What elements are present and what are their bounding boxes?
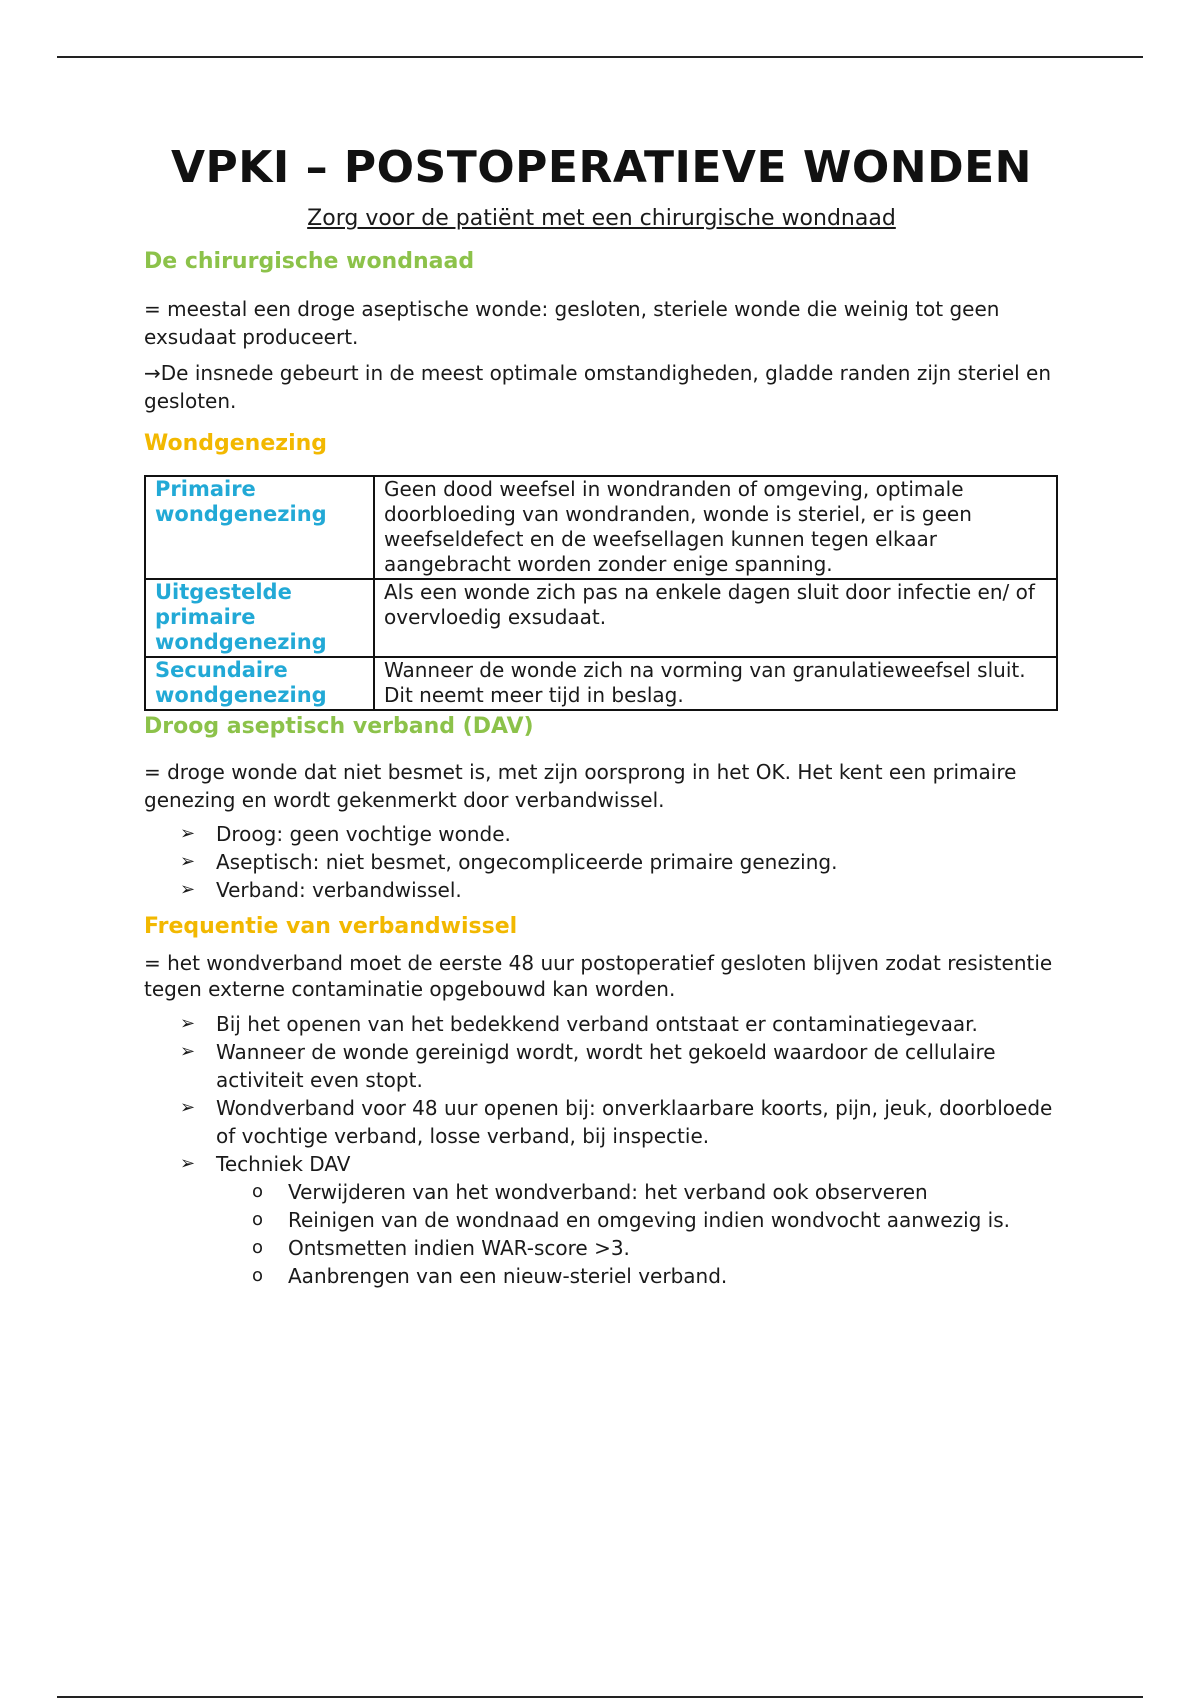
heading-frequentie-verbandwissel: Frequentie van verbandwissel (144, 914, 518, 939)
page-title: VPKI – POSTOPERATIEVE WONDEN (170, 142, 1033, 193)
frequentie-list (144, 1010, 1059, 1290)
paragraph-insnede: →De insnede gebeurt in de meest optimale omstandigheden, gladde randen zijn steriel en gesloten. (144, 361, 1052, 413)
description-cell: Geen dood weefsel in wondranden of omgeving, optimale doorbloeding van wondranden, wonde is steriel, er is geen weefseldefect en de weefsellagen kunnen tegen elkaar aangebracht worden zonder enige spanning. (374, 476, 1057, 579)
sublist-item (252, 1234, 1059, 1262)
sublist-item (252, 1178, 1059, 1206)
dav-list (144, 820, 1059, 904)
list-item (180, 1010, 1059, 1038)
heading-droog-aseptisch-verband: Droog aseptisch verband (DAV) (144, 714, 534, 739)
paragraph-dav-definition: = droge wonde dat niet besmet is, met zijn oorsprong in het OK. Het kent een primaire genezing en wordt gekenmerkt door verbandwissel. (144, 760, 1017, 812)
sublist-item-text: Ontsmetten indien WAR-score >3. (288, 1236, 630, 1260)
list-item (180, 1038, 1059, 1094)
circle-bullet-icon: o (252, 1237, 264, 1258)
sublist-item-text: Reinigen van de wondnaad en omgeving indien wondvocht aanwezig is. (288, 1208, 1011, 1232)
arrow-bullet-icon: ➢ (180, 1041, 196, 1062)
term-cell: Uitgestelde primaire wondgenezing (145, 579, 374, 657)
arrow-bullet-icon: ➢ (180, 851, 196, 872)
document-body (144, 138, 1059, 1290)
list-item-text: Aseptisch: niet besmet, ongecompliceerde primaire genezing. (216, 850, 838, 874)
sublist-item (252, 1262, 1059, 1290)
list-item (180, 820, 1059, 848)
arrow-bullet-icon: ➢ (180, 1153, 196, 1174)
heading-chirurgische-wondnaad: De chirurgische wondnaad (144, 249, 475, 274)
list-item (180, 1094, 1059, 1150)
arrow-bullet-icon: ➢ (180, 1013, 196, 1034)
table-row (145, 657, 1057, 710)
footer-rule (57, 1696, 1143, 1698)
list-item-text: Wondverband voor 48 uur openen bij: onverklaarbare koorts, pijn, jeuk, doorbloede of vochtige verband, losse verband, bij inspectie. (216, 1096, 1053, 1148)
list-item (180, 848, 1059, 876)
list-item-text: Wanneer de wonde gereinigd wordt, wordt het gekoeld waardoor de cellulaire activiteit even stopt. (216, 1040, 996, 1092)
list-item (180, 1150, 1059, 1290)
wound-healing-table (144, 475, 1058, 711)
header-rule (57, 56, 1143, 58)
techniek-dav-sublist (216, 1178, 1059, 1290)
arrow-bullet-icon: ➢ (180, 823, 196, 844)
list-item-text: Verband: verbandwissel. (216, 878, 462, 902)
circle-bullet-icon: o (252, 1209, 264, 1230)
arrow-bullet-icon: ➢ (180, 1097, 196, 1118)
list-item (180, 876, 1059, 904)
sublist-item-text: Verwijderen van het wondverband: het verband ook observeren (288, 1180, 928, 1204)
heading-wondgenezing: Wondgenezing (144, 431, 328, 456)
list-item-text: Bij het openen van het bedekkend verband ontstaat er contaminatiegevaar. (216, 1012, 978, 1036)
page-subtitle: Zorg voor de patiënt met een chirurgische wondnaad (307, 206, 896, 231)
circle-bullet-icon: o (252, 1265, 264, 1286)
arrow-bullet-icon: ➢ (180, 879, 196, 900)
sublist-item (252, 1206, 1059, 1234)
description-cell: Wanneer de wonde zich na vorming van granulatieweefsel sluit. Dit neemt meer tijd in beslag. (374, 657, 1057, 710)
list-item-text: Droog: geen vochtige wonde. (216, 822, 511, 846)
circle-bullet-icon: o (252, 1181, 264, 1202)
term-cell: Secundaire wondgenezing (145, 657, 374, 710)
sublist-item-text: Aanbrengen van een nieuw-steriel verband. (288, 1264, 728, 1288)
paragraph-frequentie: = het wondverband moet de eerste 48 uur postoperatief gesloten blijven zodat resistentie tegen externe contaminatie opgebouwd kan worden. (144, 951, 1053, 1001)
table-row (145, 579, 1057, 657)
list-item-text: Techniek DAV (216, 1152, 351, 1176)
table-row (145, 476, 1057, 579)
description-cell: Als een wonde zich pas na enkele dagen sluit door infectie en/ of overvloedig exsudaat. (374, 579, 1057, 657)
paragraph-definition: = meestal een droge aseptische wonde: gesloten, steriele wonde die weinig tot geen exsudaat produceert. (144, 297, 1000, 349)
term-cell: Primaire wondgenezing (145, 476, 374, 579)
